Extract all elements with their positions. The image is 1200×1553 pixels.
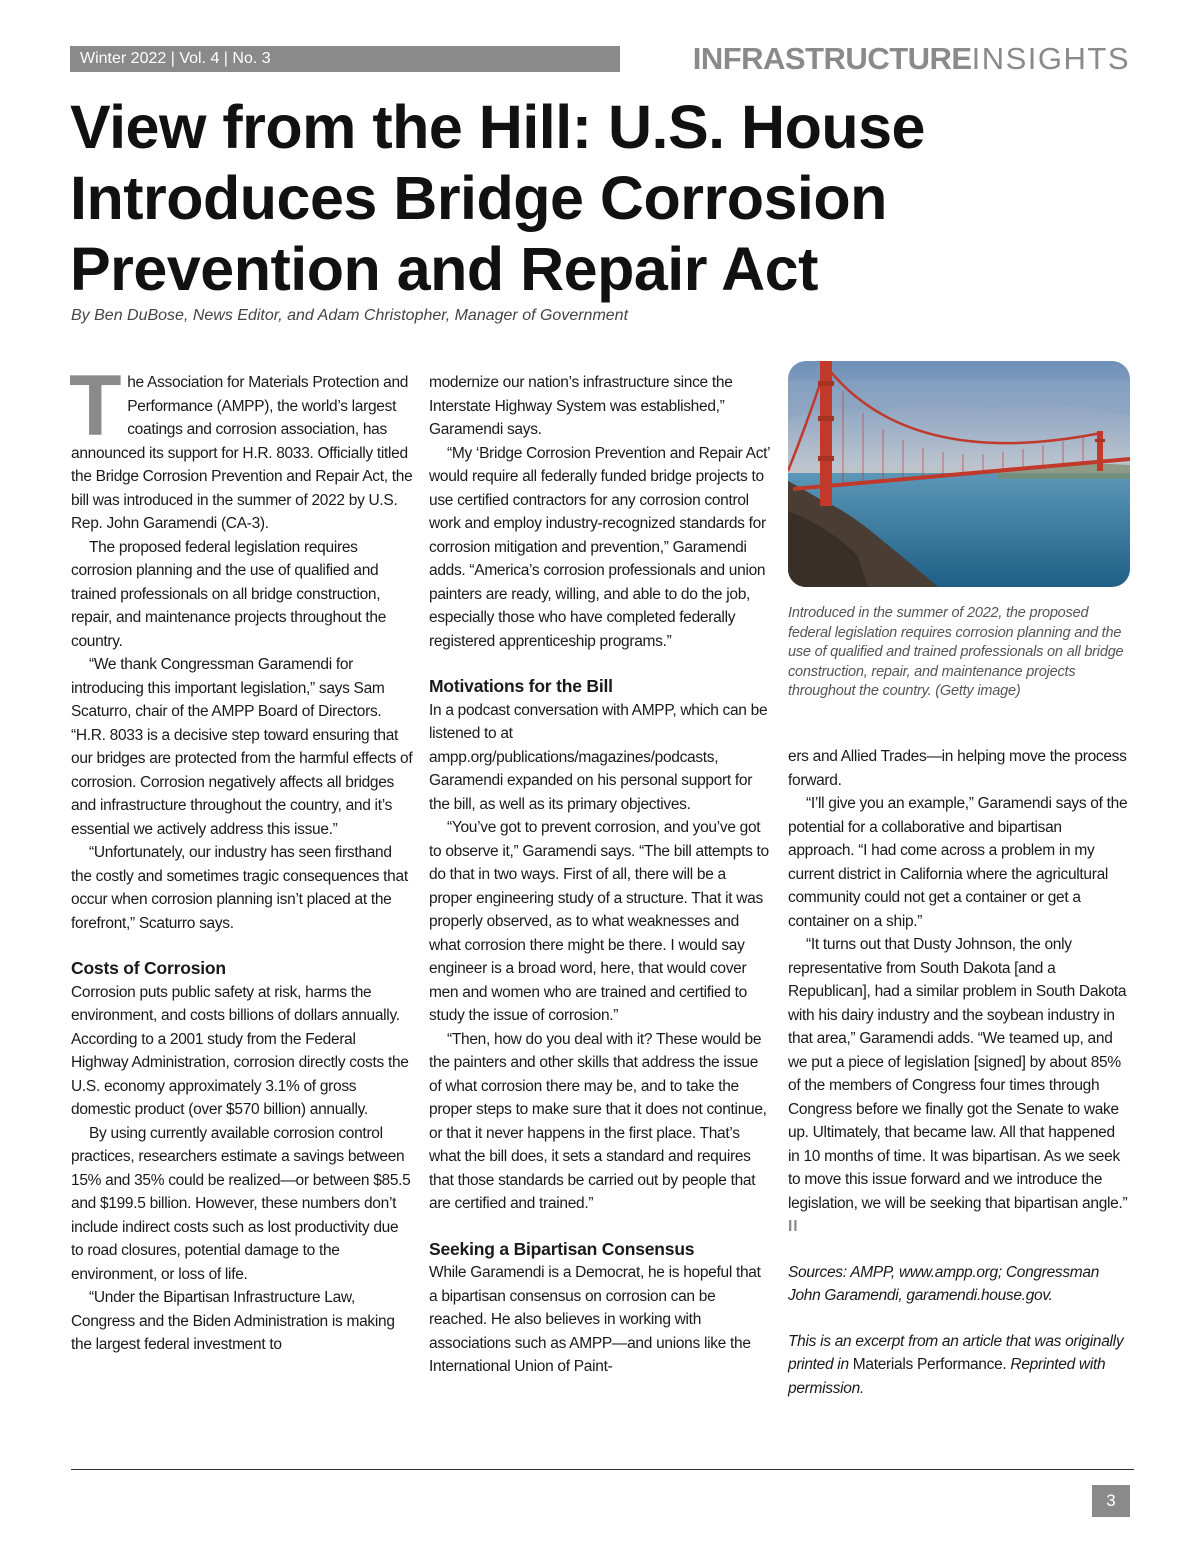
paragraph: “I’ll give you an example,” Garamendi says of the potential for a collaborative and bipartisan approach. “I had come across a problem in my current district in California where the agricultural community could not get a container or get a container on a ship.” [788, 795, 1128, 930]
paragraph: modernize our nation’s infrastructure since the Interstate Highway System was established,” Garamendi says. [429, 374, 733, 438]
sources-note: Sources: AMPP, www.ampp.org; Congressman John Garamendi, garamendi.house.gov. [788, 1263, 1100, 1304]
page-number: 3 [1092, 1485, 1130, 1517]
reprint-text-b: Reprinted with permission. [788, 1356, 1106, 1397]
paragraph: While Garamendi is a Democrat, he is hopeful that a bipartisan consensus on corrosion can be reached. He also believes in working with associations such as AMPP—and unions like the International Union of Paint- [429, 1264, 761, 1375]
bridge-illustration [788, 361, 1130, 587]
paragraph-text: he Association for Materials Protection and Performance (AMPP), the world’s largest coatings and corrosion association, has announced its support for H.R. 8033. Officially titled the Bridge Corrosion Prevention and Repair Act, the bill was introduced in the summer of 2022 by U.S. Rep. John Garamendi (CA-3). [71, 374, 413, 532]
drop-cap: T [69, 358, 122, 454]
footer-rule [71, 1469, 1134, 1470]
end-mark: II [788, 1218, 799, 1235]
paragraph: “You’ve got to prevent corrosion, and you’ve got to observe it,” Garamendi says. “The bill attempts to do that in two ways. First of all, there will be a proper engineering study of a structure. That it was properly observed, as to what weaknesses and what corrosion there might be there. I would say engineer is a broad word, here, that would cover men and women who are trained and certified to study the issue of corrosion.” [429, 819, 769, 1024]
golden-gate-bridge-photo [788, 361, 1130, 587]
column-1 [69, 358, 413, 1357]
reprint-note [788, 1330, 1130, 1401]
masthead-logo [693, 40, 1130, 78]
paragraph: ers and Allied Trades—in helping move the process forward. [788, 748, 1127, 789]
paragraph: “We thank Congressman Garamendi for introducing this important legislation,” says Sam Scaturro, chair of the AMPP Board of Directors. “H.R. 8033 is a decisive step toward ensuring that our bridges are protected from the harmful effects of corrosion. Corrosion negatively affects all bridges and infrastructure throughout the country, and it’s essential we actively address this issue.” [71, 656, 413, 838]
masthead-bold: INFRASTRUCTURE [692, 41, 972, 76]
section-heading-costs: Costs of Corrosion [71, 958, 226, 978]
paragraph: Corrosion puts public safety at risk, harms the environment, and costs billions of dollars annually. According to a 2001 study from the Federal Highway Administration, corrosion directly costs the U.S. economy approximately 3.1% of gross domestic product (over $570 billion) annually. [71, 983, 409, 1118]
intro-paragraph [69, 358, 413, 536]
photo-caption: Introduced in the summer of 2022, the proposed federal legislation requires corrosion planning and the use of qualified and trained professionals on all bridge construction, repair, and maintenance projects throughout the country. (Getty image) [788, 605, 1124, 700]
publication-name: Materials Performance. [852, 1356, 1007, 1373]
paragraph: “My ‘Bridge Corrosion Prevention and Repair Act’ would require all federally funded bridge projects to use certified contractors for any corrosion control work and employ industry-recognized standards for corrosion mitigation and prevention,” Garamendi adds. “America’s corrosion professionals and union painters are ready, willing, and able to do the job, especially those who have completed federally registered apprenticeship programs.” [429, 444, 770, 650]
paragraph: “Under the Bipartisan Infrastructure Law, Congress and the Biden Administration is making the largest federal investment to [71, 1289, 395, 1353]
byline: By Ben DuBose, News Editor, and Adam Christopher, Manager of Government [71, 307, 629, 324]
paragraph: “Then, how do you deal with it? These would be the painters and other skills that address the issue of what corrosion there may be, and to take the proper steps to make sure that it does not continue, or that it never happens in the first place. That’s what the bill does, it sets a standard and requires that those standards be carried out by people that are certified and trained.” [429, 1030, 767, 1212]
column-2 [429, 371, 771, 1379]
section-heading-bipartisan: Seeking a Bipartisan Consensus [429, 1238, 695, 1259]
issue-label: Winter 2022 | Vol. 4 | No. 3 [80, 50, 271, 67]
paragraph: By using currently available corrosion control practices, researchers estimate a savings between 15% and 35% could be realized—or between $85.5 and $199.5 billion. However, these numbers don’t include indirect costs such as lost productivity due to road closures, potential damage to the environment, or loss of life. [71, 1124, 411, 1283]
issue-banner [70, 46, 620, 72]
paragraph [788, 933, 1130, 1239]
paragraph: “Unfortunately, our industry has seen firsthand the costly and sometimes tragic consequences that occur when corrosion planning isn’t placed at the forefront,” Scaturro says. [71, 844, 408, 932]
masthead-light: INSIGHTS [971, 41, 1130, 76]
column-3 [788, 745, 1130, 1400]
paragraph: In a podcast conversation with AMPP, which can be listened to at ampp.org/publications/magazines/podcasts, Garamendi expanded on his personal support for the bill, as well as its primary objectives. [429, 701, 768, 813]
paragraph-text: “It turns out that Dusty Johnson, the only representative from South Dakota [and a Republican], had a similar problem in South Dakota with his dairy industry and the soybean industry in that area,” Garamendi adds. “We teamed up, and we put a piece of legislation [signed] by about 85% of the members of Congress four times through Congress before we finally got the Senate to wake up. Ultimately, that became law. All that happened in 10 months of time. It was bipartisan. As we seek to move this issue forward and we introduce the legislation, we will be seeking that bipartisan angle.” [788, 936, 1128, 1212]
article-title: View from the Hill: U.S. House Introduces Bridge Corrosion Prevention and Repair Act [70, 93, 925, 303]
section-heading-motivations: Motivations for the Bill [429, 676, 613, 696]
paragraph: The proposed federal legislation requires corrosion planning and the use of qualified and trained professionals on all bridge construction, repair, and maintenance projects throughout the country. [71, 538, 387, 650]
reprint-text-a: This is an excerpt from an article that was originally printed in [788, 1332, 1124, 1373]
